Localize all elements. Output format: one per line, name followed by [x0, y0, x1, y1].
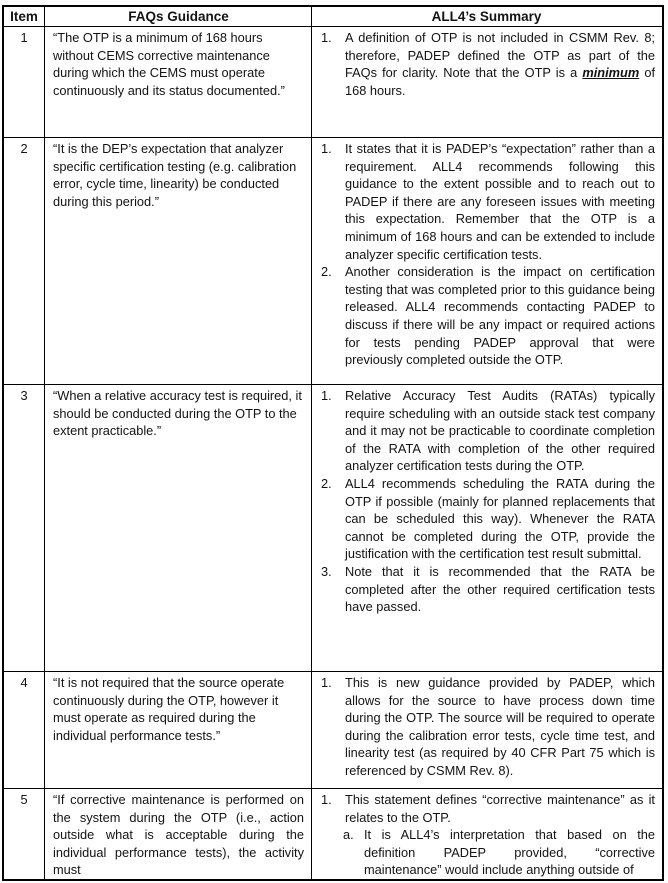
summary-cell: [312, 27, 662, 137]
faq-guidance-table: [2, 5, 664, 881]
faq-text: “It is the DEP’s expectation that analyzer specific certification testing (e.g. calibration error, cycle time, linearity) be conducted during this period.”: [53, 141, 297, 209]
summary-item: [318, 140, 655, 263]
summary-cell: [312, 385, 662, 671]
summary-item-text: This is new guidance provided by PADEP, which allows for the source to have process down time during the OTP. The source will be required to operate during the calibration error tests, cycle time test, and linearity test (as required by 40 CFR Part 75 which is referenced by CSMM Rev. 8).: [345, 675, 655, 778]
table-row-4: [4, 671, 662, 788]
item-number: 2: [4, 138, 45, 384]
table-row-1: [4, 26, 662, 137]
summary-sub-item: [318, 826, 655, 879]
faq-cell: [45, 27, 312, 137]
summary-item-text: This statement defines “corrective maintenance” as it relates to the OTP.: [345, 792, 655, 825]
header-item: Item: [4, 7, 45, 26]
table-row-2: [4, 137, 662, 384]
header-faq-guidance: FAQs Guidance: [45, 7, 312, 26]
summary-item-number: 1.: [321, 675, 332, 690]
summary-item-number: 2.: [321, 264, 332, 280]
item-number: 1: [4, 27, 45, 137]
summary-item: [318, 387, 655, 475]
summary-item-number: 1.: [321, 792, 332, 807]
summary-emphasis-minimum: minimum: [582, 65, 640, 81]
summary-item: [318, 791, 655, 826]
summary-item: [318, 674, 655, 780]
faq-text: “The OTP is a minimum of 168 hours without CEMS corrective maintenance during which the CEMS must operate continuously and its status documented.”: [53, 30, 285, 98]
summary-item: [318, 29, 655, 99]
summary-item-text: A definition of OTP is not included in CSMM Rev. 8; therefore, PADEP defined the OTP as part of the FAQs for clarity. Note that the OTP is a: [345, 30, 655, 81]
summary-cell: [312, 672, 662, 788]
faq-cell: [45, 789, 312, 881]
summary-item-number: 1.: [321, 388, 332, 403]
summary-item-text: Another consideration is the impact on certification testing that was completed prior to this guidance being released. ALL4 recommends contacting PADEP to discuss if there will be any impact or required actions for tests pending PADEP approval that were previously completed outside the OTP.: [345, 264, 655, 368]
summary-cell: [312, 789, 662, 881]
item-number: 5: [4, 789, 45, 881]
summary-item-text: ALL4 recommends scheduling the RATA during the OTP if possible (mainly for planned replacements that can be scheduled this way). Whenever the RATA cannot be completed during the OTP, provide the justification with the certification test result submittal.: [345, 475, 655, 562]
summary-item: [318, 563, 655, 616]
item-number: 4: [4, 672, 45, 788]
summary-cell: [312, 138, 662, 384]
table-row-3: [4, 384, 662, 671]
faq-text: “If corrective maintenance is performed on the system during the OTP (i.e., action outside what is acceptable during the individual performance tests), the activity must: [53, 792, 304, 878]
summary-item-text: Relative Accuracy Test Audits (RATAs) typically require scheduling with an outside stack test company and it may not be practicable to coordinate completion of the RATA with completion of the other required analyzer certification tests during the OTP.: [345, 388, 655, 474]
header-all4-summary: ALL4’s Summary: [431, 9, 542, 24]
item-number: 3: [4, 385, 45, 671]
summary-item-text-after: of 168 hours.: [345, 65, 655, 98]
faq-cell: [45, 138, 312, 384]
table-row-5: [4, 788, 662, 881]
summary-item-text: Note that it is recommended that the RATA be completed after the other required certification tests have passed.: [345, 563, 655, 615]
summary-item-number: 3.: [321, 563, 332, 579]
summary-sub-item-letter: a.: [343, 827, 354, 843]
summary-item: [318, 475, 655, 563]
summary-item: [318, 263, 655, 369]
table-header-row: [4, 7, 662, 26]
summary-sub-item-text: It is ALL4’s interpretation that based on the definition PADEP provided, “corrective maintenance” would include anything outside of: [364, 827, 655, 878]
summary-item-number: 1.: [321, 30, 332, 45]
summary-item-number: 1.: [321, 141, 332, 156]
summary-item-number: 2.: [321, 475, 332, 491]
faq-cell: [45, 672, 312, 788]
faq-text: “It is not required that the source operate continuously during the OTP, however it must operate as required during the individual performance tests.”: [53, 675, 285, 743]
summary-item-text: It states that it is PADEP’s “expectation” rather than a requirement. ALL4 recommends following this guidance to the extent possible and to reach out to PADEP if there are any foreseen issues with meeting this expectation. Remember that the OTP is a minimum of 168 hours and can be extended to include analyzer specific certification tests.: [345, 141, 655, 262]
faq-cell: [45, 385, 312, 671]
faq-text: “When a relative accuracy test is required, it should be conducted during the OTP to the extent practicable.”: [53, 388, 302, 439]
